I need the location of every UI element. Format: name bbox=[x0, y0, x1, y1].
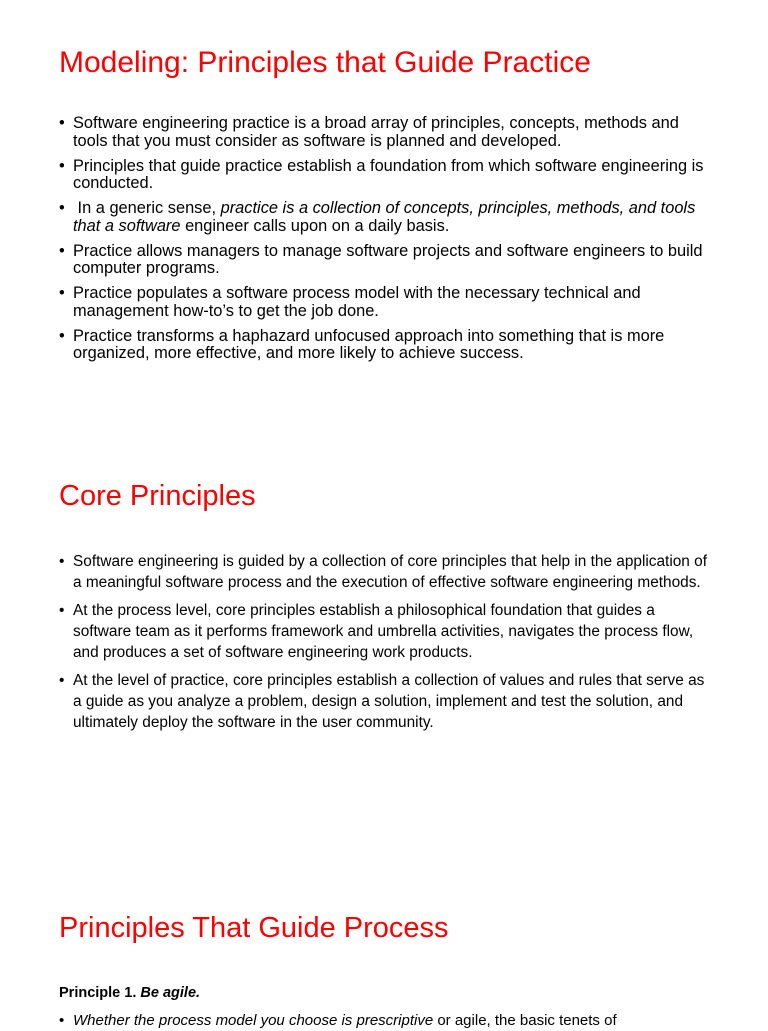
bullet-text: Principles that guide practice establish a foundation from which software engineering is conducted. bbox=[73, 156, 704, 192]
list-item bbox=[59, 600, 709, 663]
bullet-text-prefix: In a generic sense, bbox=[73, 199, 221, 217]
bullet-list bbox=[59, 115, 709, 370]
list-item bbox=[59, 328, 709, 363]
bullet-text: Software engineering practice is a broad array of principles, concepts, methods and tools that you must consider as software is planned and developed. bbox=[73, 114, 679, 150]
bullet-text: Practice populates a software process model with the necessary technical and management how-to’s to get the job done. bbox=[73, 284, 641, 320]
bullet-text: Practice allows managers to manage software projects and software engineers to build computer programs. bbox=[73, 241, 703, 277]
list-item bbox=[59, 243, 709, 278]
bullet-text-emphasis: practice is a collection of concepts, principles, methods, and tools that a software bbox=[73, 199, 696, 235]
bullet-text: At the process level, core principles establish a philosophical foundation that guides a software team as it performs framework and umbrella activities, navigates the process flow, and produces a set of software engineering work products. bbox=[73, 602, 694, 661]
bullet-text: At the level of practice, core principles establish a collection of values and rules that serve as a guide as you analyze a problem, design a solution, implement and test the solution, and ultimately deploy the software in the user community. bbox=[73, 672, 705, 731]
bullet-text-emphasis: Whether the process model you choose is prescriptive bbox=[73, 1012, 434, 1029]
bullet-list bbox=[59, 551, 709, 740]
principle-name: Be agile. bbox=[140, 985, 201, 1001]
principle-heading bbox=[59, 985, 200, 1001]
list-item bbox=[59, 158, 709, 193]
list-item bbox=[59, 285, 709, 320]
section-title: Principles That Guide Process bbox=[59, 912, 449, 944]
bullet-text-suffix: engineer calls upon on a daily basis. bbox=[180, 216, 450, 235]
bullet-list bbox=[59, 1011, 709, 1031]
bullet-text: Software engineering is guided by a collection of core principles that help in the application of a meaningful software process and the execution of effective software engineering methods. bbox=[73, 553, 707, 591]
principle-label: Principle 1. bbox=[59, 985, 141, 1001]
list-item bbox=[59, 670, 709, 733]
list-item bbox=[59, 200, 709, 235]
section-title: Modeling: Principles that Guide Practice bbox=[59, 46, 591, 79]
list-item bbox=[59, 1011, 709, 1031]
list-item bbox=[59, 551, 709, 593]
list-item bbox=[59, 115, 709, 150]
bullet-text-suffix: or agile, the basic tenets of bbox=[433, 1012, 617, 1029]
bullet-text: Practice transforms a haphazard unfocused approach into something that is more organized, more effective, and more likely to achieve success. bbox=[73, 326, 665, 362]
section-title: Core Principles bbox=[59, 480, 256, 512]
